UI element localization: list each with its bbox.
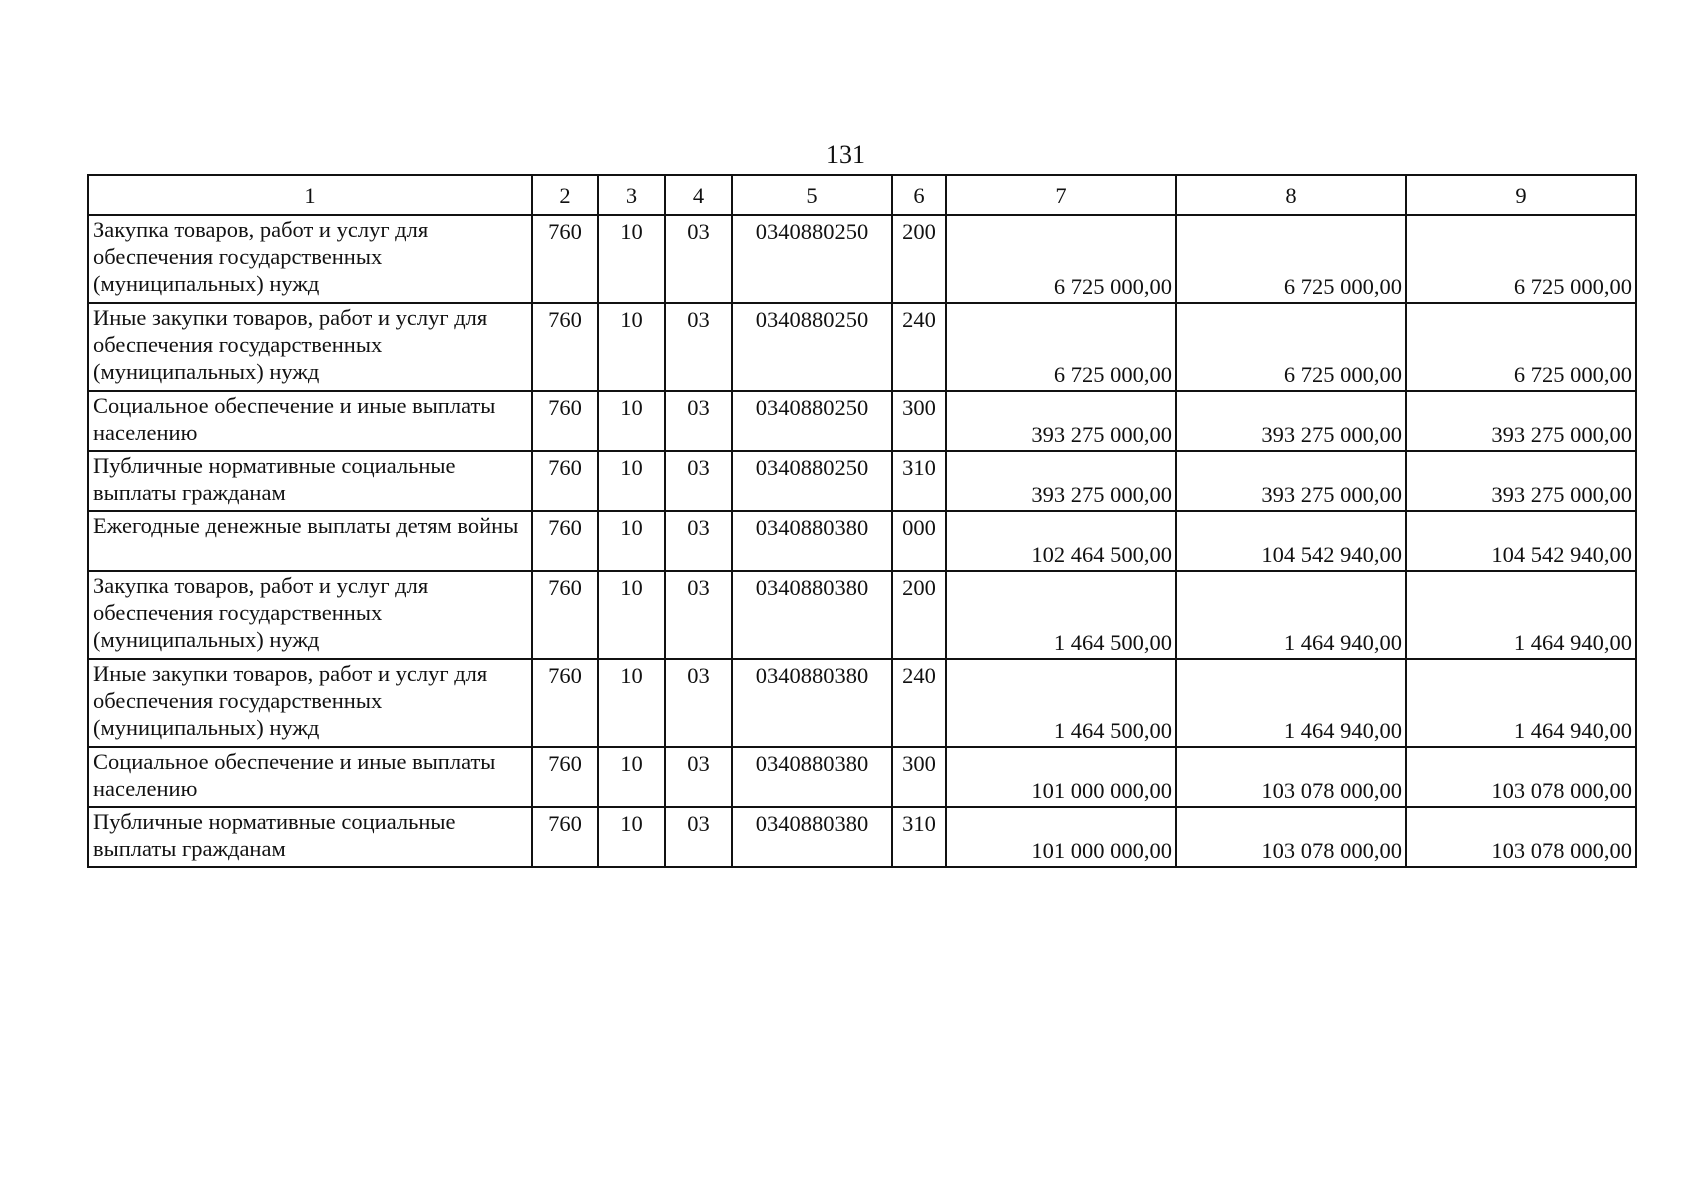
table-header-row bbox=[88, 175, 1636, 215]
cell-subsection: 03 bbox=[665, 451, 732, 511]
cell-amount-col9: 6 725 000,00 bbox=[1406, 215, 1636, 303]
cell-amount-col8: 393 275 000,00 bbox=[1176, 391, 1406, 451]
cell-target-article: 0340880250 bbox=[732, 391, 892, 451]
column-header: 9 bbox=[1406, 175, 1636, 215]
cell-target-article: 0340880250 bbox=[732, 303, 892, 391]
cell-amount-col8: 1 464 940,00 bbox=[1176, 571, 1406, 659]
row-name: Ежегодные денежные выплаты детям войны bbox=[88, 511, 532, 571]
cell-target-article: 0340880380 bbox=[732, 571, 892, 659]
table-row bbox=[88, 451, 1636, 511]
table-row bbox=[88, 571, 1636, 659]
cell-expense-type: 000 bbox=[892, 511, 946, 571]
cell-amount-col9: 1 464 940,00 bbox=[1406, 571, 1636, 659]
cell-amount-col8: 393 275 000,00 bbox=[1176, 451, 1406, 511]
cell-ministry-code: 760 bbox=[532, 659, 598, 747]
cell-section: 10 bbox=[598, 303, 665, 391]
cell-amount-col9: 103 078 000,00 bbox=[1406, 747, 1636, 807]
column-header: 7 bbox=[946, 175, 1176, 215]
page-number: 131 bbox=[826, 140, 865, 169]
row-name: Публичные нормативные социальные выплаты гражданам bbox=[88, 807, 532, 867]
cell-section: 10 bbox=[598, 747, 665, 807]
cell-amount-col9: 103 078 000,00 bbox=[1406, 807, 1636, 867]
cell-section: 10 bbox=[598, 391, 665, 451]
cell-subsection: 03 bbox=[665, 303, 732, 391]
cell-amount-col9: 393 275 000,00 bbox=[1406, 391, 1636, 451]
cell-ministry-code: 760 bbox=[532, 391, 598, 451]
table-row bbox=[88, 391, 1636, 451]
cell-amount-col9: 1 464 940,00 bbox=[1406, 659, 1636, 747]
cell-target-article: 0340880380 bbox=[732, 807, 892, 867]
cell-section: 10 bbox=[598, 451, 665, 511]
cell-ministry-code: 760 bbox=[532, 571, 598, 659]
cell-amount-col9: 6 725 000,00 bbox=[1406, 303, 1636, 391]
cell-expense-type: 240 bbox=[892, 303, 946, 391]
cell-amount-col8: 6 725 000,00 bbox=[1176, 215, 1406, 303]
row-name: Закупка товаров, работ и услуг для обеспечения государственных (муниципальных) нужд bbox=[88, 571, 532, 659]
table-row bbox=[88, 303, 1636, 391]
cell-expense-type: 240 bbox=[892, 659, 946, 747]
table-row bbox=[88, 659, 1636, 747]
cell-amount-col7: 6 725 000,00 bbox=[946, 215, 1176, 303]
cell-target-article: 0340880380 bbox=[732, 747, 892, 807]
cell-subsection: 03 bbox=[665, 747, 732, 807]
cell-amount-col9: 104 542 940,00 bbox=[1406, 511, 1636, 571]
table-row bbox=[88, 747, 1636, 807]
cell-subsection: 03 bbox=[665, 391, 732, 451]
table-row bbox=[88, 215, 1636, 303]
cell-section: 10 bbox=[598, 215, 665, 303]
cell-subsection: 03 bbox=[665, 659, 732, 747]
cell-section: 10 bbox=[598, 511, 665, 571]
cell-ministry-code: 760 bbox=[532, 303, 598, 391]
cell-section: 10 bbox=[598, 659, 665, 747]
row-name: Социальное обеспечение и иные выплаты населению bbox=[88, 391, 532, 451]
cell-target-article: 0340880380 bbox=[732, 511, 892, 571]
cell-amount-col7: 101 000 000,00 bbox=[946, 747, 1176, 807]
cell-subsection: 03 bbox=[665, 807, 732, 867]
cell-amount-col7: 1 464 500,00 bbox=[946, 571, 1176, 659]
cell-expense-type: 200 bbox=[892, 571, 946, 659]
cell-amount-col8: 6 725 000,00 bbox=[1176, 303, 1406, 391]
row-name: Социальное обеспечение и иные выплаты населению bbox=[88, 747, 532, 807]
row-name: Публичные нормативные социальные выплаты гражданам bbox=[88, 451, 532, 511]
cell-amount-col7: 6 725 000,00 bbox=[946, 303, 1176, 391]
column-header: 5 bbox=[732, 175, 892, 215]
cell-amount-col8: 103 078 000,00 bbox=[1176, 807, 1406, 867]
table-row bbox=[88, 807, 1636, 867]
cell-ministry-code: 760 bbox=[532, 747, 598, 807]
cell-amount-col8: 103 078 000,00 bbox=[1176, 747, 1406, 807]
cell-ministry-code: 760 bbox=[532, 451, 598, 511]
cell-section: 10 bbox=[598, 571, 665, 659]
column-header: 4 bbox=[665, 175, 732, 215]
cell-amount-col7: 102 464 500,00 bbox=[946, 511, 1176, 571]
cell-amount-col9: 393 275 000,00 bbox=[1406, 451, 1636, 511]
cell-amount-col7: 101 000 000,00 bbox=[946, 807, 1176, 867]
column-header: 8 bbox=[1176, 175, 1406, 215]
cell-subsection: 03 bbox=[665, 571, 732, 659]
cell-subsection: 03 bbox=[665, 215, 732, 303]
cell-amount-col7: 1 464 500,00 bbox=[946, 659, 1176, 747]
row-name: Закупка товаров, работ и услуг для обеспечения государственных (муниципальных) нужд bbox=[88, 215, 532, 303]
cell-amount-col7: 393 275 000,00 bbox=[946, 391, 1176, 451]
cell-expense-type: 300 bbox=[892, 391, 946, 451]
budget-table bbox=[87, 174, 1637, 868]
cell-expense-type: 310 bbox=[892, 807, 946, 867]
cell-amount-col8: 104 542 940,00 bbox=[1176, 511, 1406, 571]
column-header: 6 bbox=[892, 175, 946, 215]
cell-amount-col7: 393 275 000,00 bbox=[946, 451, 1176, 511]
cell-expense-type: 200 bbox=[892, 215, 946, 303]
row-name: Иные закупки товаров, работ и услуг для обеспечения государственных (муниципальных) нужд bbox=[88, 303, 532, 391]
cell-ministry-code: 760 bbox=[532, 511, 598, 571]
cell-section: 10 bbox=[598, 807, 665, 867]
column-header: 2 bbox=[532, 175, 598, 215]
cell-expense-type: 310 bbox=[892, 451, 946, 511]
column-header: 1 bbox=[88, 175, 532, 215]
table-row bbox=[88, 511, 1636, 571]
cell-target-article: 0340880380 bbox=[732, 659, 892, 747]
cell-amount-col8: 1 464 940,00 bbox=[1176, 659, 1406, 747]
cell-target-article: 0340880250 bbox=[732, 451, 892, 511]
cell-subsection: 03 bbox=[665, 511, 732, 571]
cell-ministry-code: 760 bbox=[532, 807, 598, 867]
cell-expense-type: 300 bbox=[892, 747, 946, 807]
row-name: Иные закупки товаров, работ и услуг для обеспечения государственных (муниципальных) нужд bbox=[88, 659, 532, 747]
cell-ministry-code: 760 bbox=[532, 215, 598, 303]
column-header: 3 bbox=[598, 175, 665, 215]
cell-target-article: 0340880250 bbox=[732, 215, 892, 303]
